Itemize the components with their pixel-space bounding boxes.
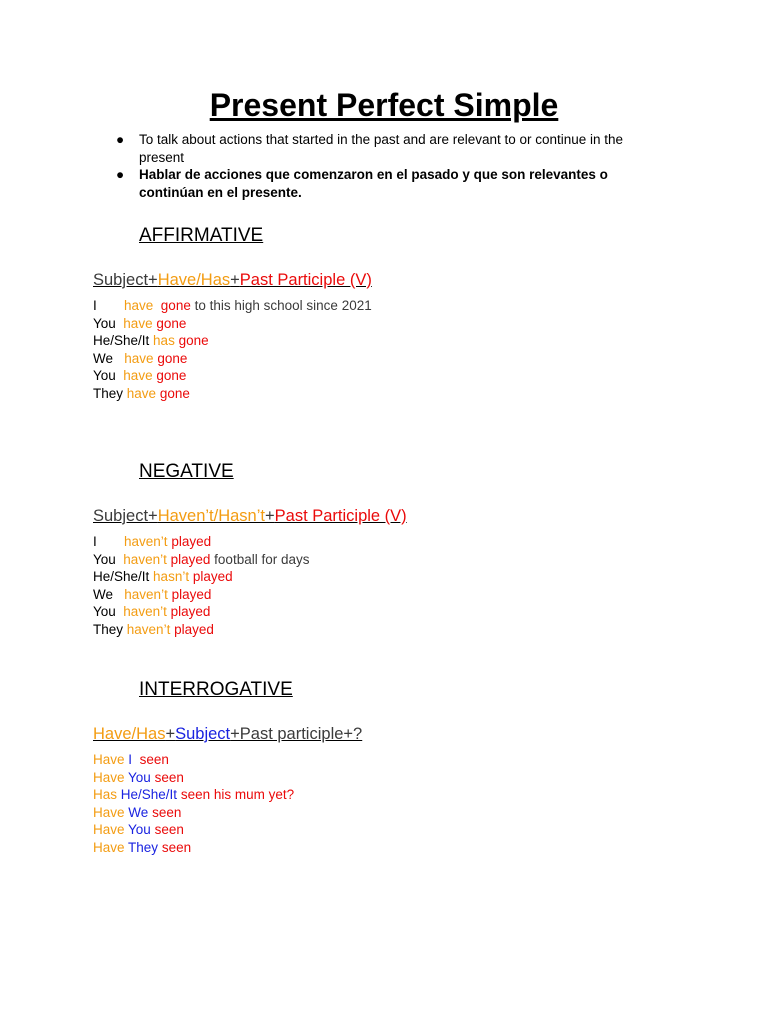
example-auxiliary: haven’t	[123, 551, 167, 567]
example-row	[93, 385, 372, 403]
example-row	[93, 350, 372, 368]
example-subject: I	[93, 298, 97, 313]
example-subject: They	[93, 385, 124, 401]
example-participle: seen his mum yet?	[180, 787, 295, 803]
example-participle: seen	[154, 822, 184, 838]
example-participle: seen	[154, 769, 184, 785]
example-auxiliary: haven’t	[124, 586, 168, 602]
formula-auxiliary: Have/Has	[157, 271, 231, 289]
interrogative-examples	[93, 751, 294, 857]
example-row	[93, 751, 294, 769]
formula-plus: +	[165, 725, 176, 743]
example-participle: seen	[152, 804, 182, 820]
example-subject: He/She/It	[93, 333, 150, 349]
bullet-text: To talk about actions that started in the past and are relevant to or continue in the present	[139, 132, 624, 165]
bullet-item-english	[116, 131, 656, 166]
negative-examples	[93, 533, 309, 639]
example-participle: gone	[156, 368, 187, 384]
example-participle: gone	[159, 385, 190, 401]
example-participle: played	[171, 534, 212, 549]
example-subject: We	[128, 804, 149, 820]
negative-formula	[93, 505, 407, 527]
formula-plus: +	[148, 507, 158, 525]
example-row	[93, 367, 372, 385]
example-participle: seen	[139, 752, 169, 767]
example-subject: He/She/It	[120, 787, 178, 803]
example-auxiliary: Have	[93, 804, 125, 820]
example-subject: You	[93, 551, 116, 567]
negative-heading: NEGATIVE	[139, 461, 234, 482]
example-row	[93, 769, 294, 787]
bullet-dot-icon: ●	[116, 167, 125, 182]
example-row	[93, 315, 372, 333]
example-participle: gone	[160, 298, 191, 313]
example-subject: I	[93, 534, 97, 549]
bullet-text: Hablar de acciones que comenzaron en el pasado y que son relevantes o continúan en el presente.	[139, 167, 608, 200]
example-row	[93, 804, 294, 822]
example-subject: You	[93, 604, 116, 620]
formula-plus: +	[230, 271, 240, 289]
formula-auxiliary: Haven’t/Hasn’t	[157, 507, 265, 525]
example-auxiliary: have	[124, 298, 154, 313]
example-participle: played	[171, 586, 212, 602]
example-auxiliary: have	[123, 315, 153, 331]
example-auxiliary: have	[123, 368, 153, 384]
example-participle: gone	[157, 350, 188, 366]
example-row	[93, 621, 309, 639]
example-auxiliary: Have	[93, 752, 125, 767]
example-row	[93, 839, 294, 857]
example-row	[93, 568, 309, 586]
affirmative-heading: AFFIRMATIVE	[139, 225, 264, 246]
example-row	[93, 551, 309, 569]
example-subject: He/She/It	[93, 569, 150, 585]
example-row	[93, 297, 372, 315]
example-row	[93, 603, 309, 621]
interrogative-heading: INTERROGATIVE	[139, 679, 293, 700]
example-auxiliary: Have	[93, 839, 125, 855]
example-auxiliary: have	[124, 350, 154, 366]
example-auxiliary: Have	[93, 769, 125, 785]
example-subject: You	[93, 315, 116, 331]
intro-bullet-list	[116, 131, 656, 201]
formula-participle: +Past participle+?	[230, 725, 363, 743]
example-auxiliary: haven’t	[124, 534, 168, 549]
formula-subject: Subject	[93, 271, 149, 289]
example-auxiliary: has	[153, 333, 175, 349]
example-row	[93, 786, 294, 804]
formula-subject: Subject	[93, 507, 149, 525]
example-subject: You	[128, 822, 151, 838]
example-participle: played	[170, 551, 211, 567]
formula-auxiliary: Have/Has	[93, 725, 166, 743]
example-subject: You	[93, 368, 116, 384]
example-complement: football for days	[214, 551, 310, 567]
example-row	[93, 533, 309, 551]
example-subject: They	[128, 839, 159, 855]
example-auxiliary: haven’t	[126, 621, 171, 637]
example-subject: They	[93, 621, 124, 637]
affirmative-formula	[93, 269, 372, 291]
formula-subject: Subject	[175, 725, 231, 743]
example-complement: to this high school since 2021	[194, 298, 372, 313]
bullet-item-spanish	[116, 166, 656, 201]
example-participle: seen	[161, 839, 192, 855]
example-participle: gone	[178, 333, 209, 349]
page-title: Present Perfect Simple	[209, 87, 559, 123]
example-auxiliary: Have	[93, 822, 125, 838]
example-row	[93, 586, 309, 604]
formula-plus: +	[265, 507, 275, 525]
example-auxiliary: haven’t	[123, 604, 167, 620]
formula-plus: +	[148, 271, 158, 289]
example-participle: played	[192, 569, 233, 585]
example-subject: We	[93, 586, 114, 602]
interrogative-formula	[93, 723, 362, 745]
example-row	[93, 332, 372, 350]
affirmative-examples	[93, 297, 372, 403]
example-auxiliary: have	[126, 385, 157, 401]
bullet-dot-icon: ●	[116, 132, 125, 147]
example-auxiliary: Has	[93, 787, 118, 803]
example-participle: played	[174, 621, 214, 637]
example-auxiliary: hasn’t	[153, 569, 190, 585]
example-participle: gone	[156, 315, 187, 331]
example-row	[93, 821, 294, 839]
formula-participle: Past Participle (V)	[239, 271, 372, 289]
formula-participle: Past Participle (V)	[274, 507, 407, 525]
example-participle: played	[170, 604, 211, 620]
example-subject: I	[128, 752, 133, 767]
example-subject: We	[93, 350, 114, 366]
example-subject: You	[128, 769, 151, 785]
